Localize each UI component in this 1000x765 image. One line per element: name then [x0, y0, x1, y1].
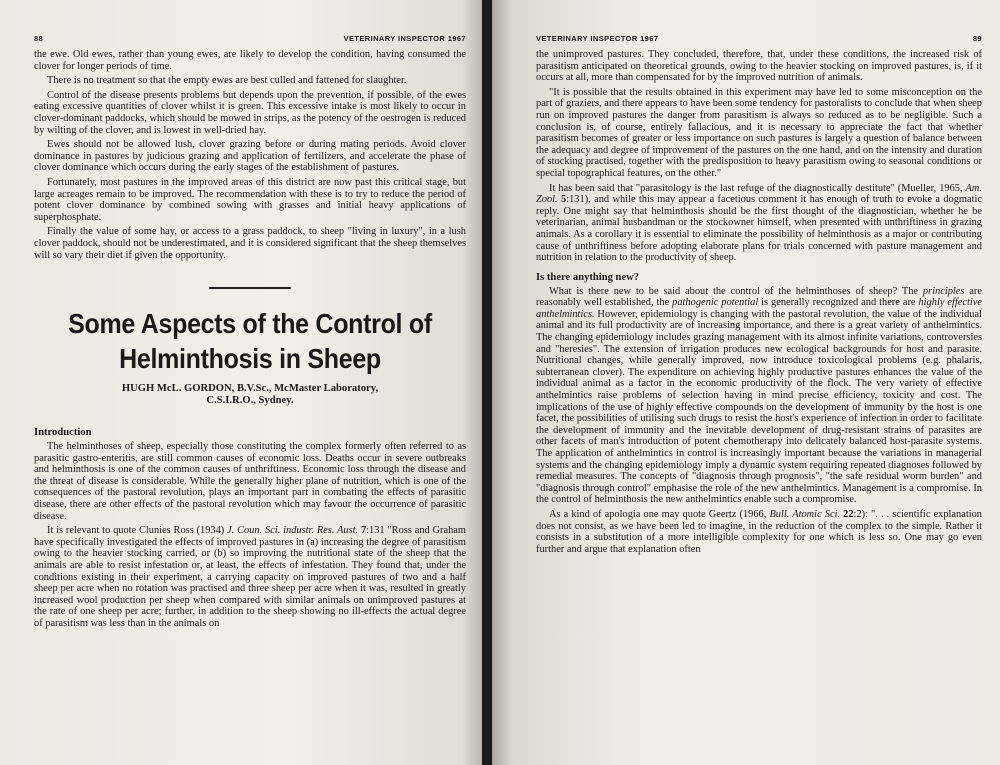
paragraph: The helminthoses of sheep, especially those constituting the complex formerly often referred to as parasitic gastro-enteritis, are still common causes of economic loss. Deaths occur in severe outbreaks and helminthosis is one of the common causes of unthriftiness. Economic loss through the disease and the threat of disease is considerable. While the generally higher plane of nutrition, which is one of the consequences of the pastoral revolution, plays an important part in combating the effects of parasitic disease, there are other effects of the pastoral revolution which may favour the occurrence of parasitic disease. — [34, 441, 466, 522]
article-title-line: Helminthosis in Sheep — [119, 343, 381, 375]
citation-volume: 5 — [557, 194, 567, 206]
text-run: :131), and while this may appear a facetious comment it has enough of truth to evoke a dogmatic reply. One might say that helminthosis should be the first thought of the diagnostician, whether he be veterinarian, animal husbandman or the stockowner himself, when presented with unthriftiness in grazing animals. As a corollary it is essential to eliminate the possibility of helminthosis as a major or contributing cause of unthriftiness before adopting elaborate plans for trials concerned with pasture management and nutrition in relation to the productivity of sheep. — [536, 194, 982, 264]
text-run: is generally recognized and there are — [758, 297, 919, 309]
paragraph: Control of the disease presents problems but depends upon the prevention, if possible, of the ewes eating excessive quantities of clover whilst it is green. This excessive intake is most likely to occur in clover-dominant paddocks, which should be mowed in strips, as the potency of the oestrogen is reduced by wilting of the clover, and is lowest in well-dried hay. — [34, 89, 466, 136]
citation-journal: Am. Zool. — [536, 182, 982, 206]
ornament-rule — [209, 287, 291, 289]
paragraph — [34, 525, 466, 629]
byline-line: C.S.I.R.O., Sydney. — [206, 395, 294, 407]
byline-line: HUGH McL. GORDON, B.V.Sc., McMaster Laboratory, — [121, 383, 379, 395]
running-title-right: VETERINARY INSPECTOR 1967 — [536, 34, 659, 43]
paragraph — [536, 509, 982, 555]
text-run: :2): ". . . scientific explanation does not consist, as we have been led to imagine, in the reduction of the complex to the simple. Rather it consists in a substitution of a more intelligible complexity for one which is less so. One may go even further and argue that explanation often — [536, 508, 982, 555]
citation-volume: 7 — [358, 525, 367, 537]
book-gutter — [482, 0, 492, 765]
page-number-left: 88 — [34, 34, 44, 43]
article-title — [34, 307, 466, 376]
author-byline — [34, 383, 466, 407]
text-run: It has been said that "parasitology is the last refuge of the diagnostically destitute" (Mueller, 1965, — [549, 182, 966, 194]
section-heading-new: Is there anything new? — [536, 271, 640, 283]
emphasis: principles — [922, 285, 965, 297]
emphasis: highly effective anthelmintics. — [536, 297, 982, 320]
citation-volume: 22 — [840, 508, 854, 520]
text-run: :131 "Ross and Graham have specifically investigated the effects of improved pastures in (a) increasing the degree of parasitism owing to the heavier stocking carried, or (b) so improving the nutritional state of the sheep that the animals are able to resist infestation or, at least, the effects of infestation. They found that, under the conditions existing in their experiment, a carrying capacity on improved pastures of two and a half sheep per acre when no rotation was practised and three sheep per acre when it was, resulted in greatly increased wool production per sheep when compared with similar animals on unimproved pastures at the rate of one sheep per acre; further, in addition to the sheep showing no ill-effects the actual degree of parasitism was less than in the animals on — [34, 525, 466, 629]
text-run: As a kind of apologia one may quote Geertz (1966, — [549, 508, 770, 520]
right-page — [492, 0, 1000, 765]
text-run: What is there new to be said about the control of the helminthoses of sheep? The — [549, 285, 923, 297]
text-run: It is relevant to quote Clunies Ross (1934) — [47, 525, 228, 537]
paragraph: "It is possible that the results obtained in this experiment may have led to some misconception on the part of graziers, and there appears to have been some tendency for pastoralists to conclude that when sheep run on improved pastures the danger from parasitism is always so reduced as to be negligible. Such a conclusion is, of course, entirely fallacious, and it is necessary to appreciate the fact that whether parasitism becomes of greater or less importance on such pastures is largely a question of balance between the adequacy and degree of improvement of the pastures on the one hand, and on the intensity and duration of stocking practised, together with the predisposition to heavy parasitism owing to seasonal conditions or special topographical features, on the other." — [536, 86, 982, 179]
text-run: However, epidemiology is changing with the pastoral revolution, the value of the individual animal and its full productivity are of increasing importance, and there is a great variety of anthelmintics. The changing epidemiology includes grazing management with its almost infinite variations, controversies and "heresies". The extension of irrigation produces new ecological backgrounds for host and parasite. Nutritional changes, while generally improved, now introduce toxicological problems (e.g. phalaris, subterranean clover). The expenditure on achieving highly productive pastures enhances the value of the individual animal as a factor in the economic productivity of the flock. The very variety of effective anthelmintics raise problems of selection having in mind precise efficiency, toxicity and cost. The implications of the use of highly effective compounds on the development of immunity by the host is one facet, the possibilities of utilising such drugs to resist the host's experience of infection in order to facilitate the development of immunity and the inevitable development of drug-resistant strains of parasites are other facets of man's introduction of potent chemotherapy into delicately balanced host-parasite systems. The application of anthelmintics in control is increasingly important because the variations in managerial systems and the changing epidemiology imply a dynamic system requiring repeated diagnoses followed by remedial measures. The concepts of "diagnosis through prognosis", "the safe residual worm burden" and "diagnosis through control" emphasise the role of the new anthelmintics. Management is a compromise. In the control of helminthosis the new anthelmintics enable such a compromise. — [536, 308, 982, 506]
page-number-right: 89 — [972, 34, 982, 43]
citation-journal: Bull. Atomic Sci. — [769, 508, 841, 520]
left-page — [0, 0, 482, 765]
paragraph: Finally the value of some hay, or access to a grass paddock, to sheep "living in luxury", in a lush clover paddock, should not be underestimated, and it is considered significant that the sheep themselves will so vary their diet if given the opportunity. — [34, 226, 466, 261]
running-head-left — [34, 34, 466, 43]
paragraph: the unimproved pastures. They concluded, therefore, that, under these conditions, the increased risk of parasitism anticipated on theoretical grounds, owing to the heavier stocking on improved pastures, is, if it occurs at all, more than compensated for by the improved nutrition of animals. — [536, 49, 982, 84]
paragraph: Ewes should not be allowed lush, clover grazing before or during mating periods. Avoid clover dominance in pastures by judicious grazing and application of fertilizers, and accelerate the phase of clover dominance which occurs during the early stages of the establishment of pastures. — [34, 139, 466, 174]
emphasis: pathogenic potential — [672, 297, 759, 309]
paragraph — [536, 183, 982, 264]
paragraph: Fortunately, most pastures in the improved areas of this district are now past this critical stage, but large acreages remain to be improved. The recommendation with these is to try to reduce the period of potent clover dominance by combined sowing with grasses and initial heavy applications of superphosphate. — [34, 176, 466, 223]
paragraph: the ewe. Old ewes, rather than young ewes, are likely to develop the condition, having consumed the clover for longer periods of time. — [34, 49, 466, 72]
article-title-line: Some Aspects of the Control of — [68, 308, 432, 340]
paragraph: There is no treatment so that the empty ewes are best culled and fattened for slaughter. — [47, 75, 407, 87]
text-run: are reasonably well established, the — [536, 285, 982, 309]
paragraph — [536, 286, 982, 506]
running-title-left: VETERINARY INSPECTOR 1967 — [343, 34, 466, 43]
section-ornament — [34, 287, 466, 289]
section-heading-introduction: Introduction — [34, 427, 92, 439]
running-head-right — [536, 34, 982, 43]
citation-journal: J. Coun. Sci. industr. Res. Aust. — [227, 525, 359, 537]
